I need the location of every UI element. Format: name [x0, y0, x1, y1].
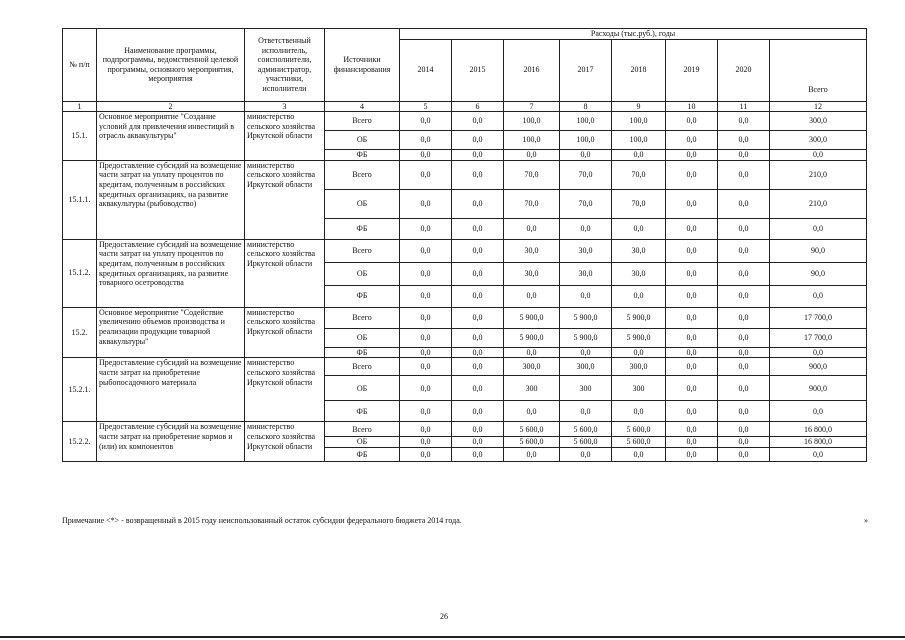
year-value: 0,0: [666, 262, 718, 285]
executor: министерство сельского хозяйства Иркутской области: [245, 112, 325, 161]
year-value: 0,0: [718, 376, 770, 401]
year-value: 0,0: [666, 328, 718, 347]
funding-source: ОБ: [325, 131, 400, 150]
year-value: 0,0: [666, 189, 718, 218]
header-name: Наименование программы, подпрограммы, ведомственной целевой программы, основного мероприятия, мероприятия: [97, 29, 245, 102]
table-row: [63, 358, 867, 376]
funding-source: Всего: [325, 160, 400, 189]
total-value: 210,0: [770, 160, 867, 189]
year-value: 0,0: [452, 160, 504, 189]
year-value: 0,0: [666, 447, 718, 461]
total-value: 300,0: [770, 131, 867, 150]
year-value: 0,0: [718, 160, 770, 189]
year-value: 70,0: [612, 160, 666, 189]
year-value: 0,0: [452, 437, 504, 448]
year-value: 0,0: [452, 150, 504, 161]
total-value: 0,0: [770, 347, 867, 358]
year-value: 0,0: [452, 347, 504, 358]
funding-source: Всего: [325, 307, 400, 328]
year-value: 0,0: [400, 347, 452, 358]
year-value: 0,0: [666, 437, 718, 448]
executor: министерство сельского хозяйства Иркутской области: [245, 307, 325, 358]
year-value: 0,0: [400, 131, 452, 150]
year-value: 0,0: [400, 160, 452, 189]
year-value: 0,0: [612, 401, 666, 422]
year-value: 0,0: [666, 358, 718, 376]
column-number: 8: [560, 101, 612, 112]
year-value: 0,0: [666, 376, 718, 401]
year-value: 0,0: [400, 401, 452, 422]
year-value: 0,0: [504, 150, 560, 161]
year-value: 0,0: [452, 447, 504, 461]
year-value: 0,0: [400, 189, 452, 218]
year-value: 0,0: [560, 401, 612, 422]
year-value: 0,0: [452, 239, 504, 262]
funding-source: ОБ: [325, 262, 400, 285]
year-value: 0,0: [666, 160, 718, 189]
year-value: 0,0: [666, 239, 718, 262]
total-value: 90,0: [770, 239, 867, 262]
year-value: 100,0: [504, 112, 560, 131]
year-value: 0,0: [612, 150, 666, 161]
header-source: Источники финансирования: [325, 29, 400, 102]
total-value: 210,0: [770, 189, 867, 218]
year-value: 0,0: [504, 347, 560, 358]
table-row: [63, 160, 867, 189]
year-value: 0,0: [718, 328, 770, 347]
measure-name: Предоставление субсидий на возмещение части затрат на уплату процентов по кредитам, полученным в российских кредитных организациях, на развитие аквакультуры (рыбоводство): [97, 160, 245, 239]
year-value: 70,0: [560, 160, 612, 189]
header-number: № п/п: [63, 29, 97, 102]
year-value: 70,0: [504, 160, 560, 189]
executor: министерство сельского хозяйства Иркутской области: [245, 422, 325, 462]
year-value: 0,0: [400, 285, 452, 307]
year-value: 0,0: [452, 285, 504, 307]
measure-name: Предоставление субсидий на возмещение части затрат на уплату процентов по кредитам, полученным в российских кредитных организациях, на развитие товарного осетроводства: [97, 239, 245, 307]
total-value: 17 700,0: [770, 307, 867, 328]
year-value: 0,0: [718, 307, 770, 328]
closing-quote: »: [864, 516, 868, 525]
header-year: 2018: [612, 39, 666, 101]
year-value: 0,0: [718, 358, 770, 376]
column-number: 12: [770, 101, 867, 112]
column-number: 1: [63, 101, 97, 112]
funding-source: ОБ: [325, 437, 400, 448]
year-value: 5 900,0: [560, 328, 612, 347]
header-year: 2014: [400, 39, 452, 101]
year-value: 0,0: [718, 112, 770, 131]
year-value: 0,0: [400, 437, 452, 448]
year-value: 5 900,0: [504, 328, 560, 347]
year-value: 0,0: [666, 218, 718, 239]
page-number: 26: [440, 612, 448, 621]
total-value: 0,0: [770, 218, 867, 239]
total-value: 16 800,0: [770, 422, 867, 437]
funding-source: ФБ: [325, 150, 400, 161]
year-value: 100,0: [612, 131, 666, 150]
total-value: 900,0: [770, 358, 867, 376]
year-value: 0,0: [560, 218, 612, 239]
expenses-table: [62, 28, 867, 462]
bottom-edge-line: [0, 636, 905, 638]
total-value: 0,0: [770, 150, 867, 161]
year-value: 0,0: [504, 447, 560, 461]
year-value: 0,0: [666, 401, 718, 422]
table-row: [63, 307, 867, 328]
funding-source: ФБ: [325, 285, 400, 307]
header-year: 2017: [560, 39, 612, 101]
funding-source: ФБ: [325, 401, 400, 422]
year-value: 0,0: [504, 401, 560, 422]
year-value: 0,0: [718, 447, 770, 461]
year-value: 5 900,0: [612, 307, 666, 328]
row-number: 15.2.1.: [63, 358, 97, 422]
year-value: 0,0: [612, 447, 666, 461]
header-expenses: Расходы (тыс.руб.), годы: [400, 29, 867, 40]
year-value: 0,0: [718, 262, 770, 285]
funding-source: ФБ: [325, 218, 400, 239]
year-value: 0,0: [560, 150, 612, 161]
measure-name: Предоставление субсидий на возмещение части затрат на приобретение кормов и (или) их компонентов: [97, 422, 245, 462]
total-value: 0,0: [770, 285, 867, 307]
year-value: 0,0: [718, 218, 770, 239]
year-value: 0,0: [718, 422, 770, 437]
measure-name: Основное мероприятие "Создание условий для привлечения инвестиций в отрасль аквакультуры": [97, 112, 245, 161]
column-number: 3: [245, 101, 325, 112]
executor: министерство сельского хозяйства Иркутской области: [245, 160, 325, 239]
year-value: 0,0: [666, 422, 718, 437]
column-number: 11: [718, 101, 770, 112]
year-value: 0,0: [666, 131, 718, 150]
row-number: 15.1.2.: [63, 239, 97, 307]
year-value: 0,0: [718, 285, 770, 307]
year-value: 300,0: [504, 358, 560, 376]
header-year: 2020: [718, 39, 770, 101]
year-value: 30,0: [612, 262, 666, 285]
funding-source: Всего: [325, 358, 400, 376]
year-value: 0,0: [718, 189, 770, 218]
header-executor: Ответственный исполнитель, соисполнители, администратор, участники, исполнители: [245, 29, 325, 102]
year-value: 0,0: [452, 328, 504, 347]
year-value: 100,0: [560, 112, 612, 131]
year-value: 300: [504, 376, 560, 401]
column-number-row: [63, 101, 867, 112]
year-value: 0,0: [718, 239, 770, 262]
year-value: 5 900,0: [612, 328, 666, 347]
year-value: 0,0: [452, 131, 504, 150]
executor: министерство сельского хозяйства Иркутской области: [245, 358, 325, 422]
funding-source: Всего: [325, 422, 400, 437]
total-value: 0,0: [770, 401, 867, 422]
year-value: 0,0: [666, 150, 718, 161]
year-value: 0,0: [612, 218, 666, 239]
header-total: Всего: [770, 39, 867, 101]
year-value: 5 600,0: [504, 422, 560, 437]
funding-source: Всего: [325, 112, 400, 131]
column-number: 9: [612, 101, 666, 112]
header-year: 2015: [452, 39, 504, 101]
row-number: 15.1.: [63, 112, 97, 161]
table-row: [63, 112, 867, 131]
funding-source: ОБ: [325, 328, 400, 347]
year-value: 0,0: [452, 112, 504, 131]
funding-source: ОБ: [325, 376, 400, 401]
year-value: 70,0: [560, 189, 612, 218]
column-number: 6: [452, 101, 504, 112]
year-value: 0,0: [560, 447, 612, 461]
year-value: 0,0: [452, 218, 504, 239]
year-value: 30,0: [612, 239, 666, 262]
year-value: 0,0: [612, 285, 666, 307]
column-number: 10: [666, 101, 718, 112]
funding-source: ФБ: [325, 347, 400, 358]
year-value: 0,0: [400, 422, 452, 437]
year-value: 300,0: [612, 358, 666, 376]
year-value: 70,0: [504, 189, 560, 218]
year-value: 30,0: [504, 262, 560, 285]
year-value: 0,0: [400, 376, 452, 401]
year-value: 100,0: [504, 131, 560, 150]
year-value: 0,0: [504, 285, 560, 307]
year-value: 5 600,0: [612, 422, 666, 437]
table-row: [63, 422, 867, 437]
total-value: 0,0: [770, 447, 867, 461]
year-value: 30,0: [560, 262, 612, 285]
total-value: 900,0: [770, 376, 867, 401]
column-number: 2: [97, 101, 245, 112]
year-value: 0,0: [452, 358, 504, 376]
year-value: 0,0: [400, 150, 452, 161]
header-year: 2019: [666, 39, 718, 101]
year-value: 100,0: [612, 112, 666, 131]
year-value: 70,0: [612, 189, 666, 218]
year-value: 0,0: [452, 376, 504, 401]
measure-name: Основное мероприятие "Содействие увеличению объемов производства и реализации продукции товарной аквакультуры": [97, 307, 245, 358]
year-value: 5 600,0: [504, 437, 560, 448]
year-value: 0,0: [400, 262, 452, 285]
year-value: 0,0: [612, 347, 666, 358]
year-value: 5 600,0: [560, 437, 612, 448]
year-value: 5 900,0: [560, 307, 612, 328]
year-value: 0,0: [504, 218, 560, 239]
executor: министерство сельского хозяйства Иркутской области: [245, 239, 325, 307]
year-value: 0,0: [718, 131, 770, 150]
year-value: 0,0: [666, 112, 718, 131]
year-value: 0,0: [718, 401, 770, 422]
year-value: 300: [560, 376, 612, 401]
column-number: 4: [325, 101, 400, 112]
funding-source: ФБ: [325, 447, 400, 461]
row-number: 15.2.2.: [63, 422, 97, 462]
year-value: 0,0: [452, 262, 504, 285]
year-value: 300,0: [560, 358, 612, 376]
row-number: 15.1.1.: [63, 160, 97, 239]
year-value: 0,0: [560, 347, 612, 358]
year-value: 0,0: [666, 347, 718, 358]
year-value: 0,0: [666, 307, 718, 328]
column-number: 7: [504, 101, 560, 112]
year-value: 5 600,0: [560, 422, 612, 437]
year-value: 0,0: [452, 401, 504, 422]
year-value: 0,0: [400, 328, 452, 347]
year-value: 0,0: [718, 437, 770, 448]
total-value: 16 800,0: [770, 437, 867, 448]
year-value: 0,0: [400, 112, 452, 131]
year-value: 0,0: [400, 239, 452, 262]
row-number: 15.2.: [63, 307, 97, 358]
year-value: 0,0: [718, 150, 770, 161]
year-value: 0,0: [400, 447, 452, 461]
year-value: 0,0: [666, 285, 718, 307]
year-value: 0,0: [452, 189, 504, 218]
table-row: [63, 239, 867, 262]
measure-name: Предоставление субсидий на возмещение части затрат на приобретение рыбопосадочного материала: [97, 358, 245, 422]
column-number: 5: [400, 101, 452, 112]
year-value: 0,0: [560, 285, 612, 307]
footnote: Примечание <*> - возвращенный в 2015 году неиспользованный остаток субсидии федерального бюджета 2014 года.: [62, 516, 462, 525]
year-value: 0,0: [400, 307, 452, 328]
funding-source: Всего: [325, 239, 400, 262]
total-value: 300,0: [770, 112, 867, 131]
year-value: 300: [612, 376, 666, 401]
year-value: 30,0: [504, 239, 560, 262]
total-value: 90,0: [770, 262, 867, 285]
year-value: 0,0: [718, 347, 770, 358]
year-value: 0,0: [400, 218, 452, 239]
year-value: 5 900,0: [504, 307, 560, 328]
year-value: 0,0: [452, 422, 504, 437]
funding-source: ОБ: [325, 189, 400, 218]
year-value: 5 600,0: [612, 437, 666, 448]
year-value: 0,0: [452, 307, 504, 328]
year-value: 100,0: [560, 131, 612, 150]
year-value: 0,0: [400, 358, 452, 376]
total-value: 17 700,0: [770, 328, 867, 347]
header-year: 2016: [504, 39, 560, 101]
table-body: [63, 112, 867, 462]
year-value: 30,0: [560, 239, 612, 262]
